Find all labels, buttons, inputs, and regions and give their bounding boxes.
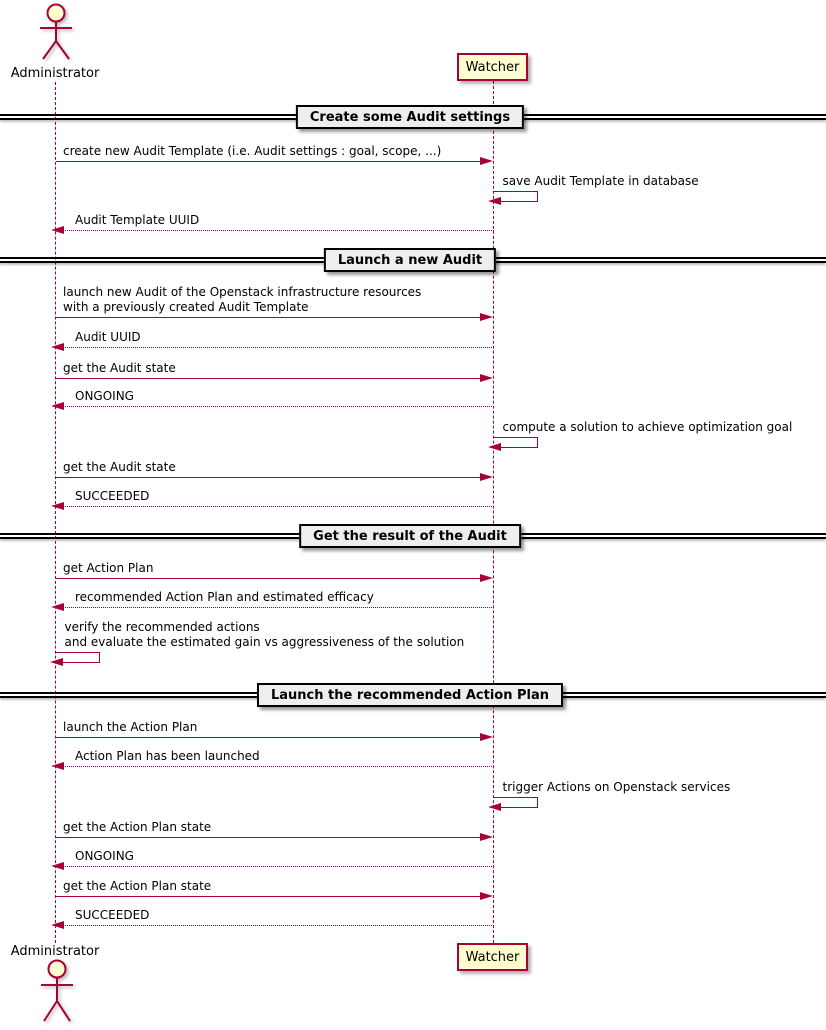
self-message-label-line: compute a solution to achieve optimization goal xyxy=(502,420,793,434)
message-label xyxy=(75,213,199,228)
message-label xyxy=(63,460,176,475)
message-label-line: launch new Audit of the Openstack infrastructure resources xyxy=(63,285,422,299)
arrowhead-icon xyxy=(488,197,501,205)
arrowhead-icon xyxy=(480,157,493,165)
section-divider-title: Create some Audit settings xyxy=(296,105,524,129)
message-label xyxy=(75,489,149,504)
message-arrow-line xyxy=(61,230,494,231)
message-label xyxy=(63,144,441,159)
message-label xyxy=(75,849,134,864)
message-label xyxy=(63,285,421,315)
participant-watcher-top xyxy=(457,53,528,81)
arrowhead-icon xyxy=(480,892,493,900)
self-message-label xyxy=(503,174,699,189)
arrowhead-icon xyxy=(480,733,493,741)
section-divider-title: Launch a new Audit xyxy=(324,248,496,272)
participant-watcher-bottom xyxy=(457,943,528,971)
arrowhead-icon xyxy=(480,313,493,321)
arrowhead-icon xyxy=(480,833,493,841)
arrowhead-icon xyxy=(51,226,64,234)
message-label xyxy=(63,561,153,576)
self-message-label xyxy=(503,420,793,435)
message-arrow-line xyxy=(61,766,494,767)
arrowhead-icon xyxy=(480,374,493,382)
administrator-label-top: Administrator xyxy=(10,66,100,81)
message-arrow-line xyxy=(61,607,494,608)
message-label-line: Audit UUID xyxy=(75,330,141,344)
message-label-line: create new Audit Template (i.e. Audit settings : goal, scope, ...) xyxy=(63,144,442,158)
message-arrow-line xyxy=(56,477,482,478)
message-label xyxy=(75,330,141,345)
message-label xyxy=(63,361,176,376)
watcher-label-top: Watcher xyxy=(465,59,520,75)
arrowhead-icon xyxy=(488,803,501,811)
administrator-actor-icon-bottom xyxy=(31,957,83,1027)
message-arrow-line xyxy=(56,837,482,838)
message-label xyxy=(75,908,149,923)
message-label-line: get the Action Plan state xyxy=(63,820,212,834)
self-message-label-line: and evaluate the estimated gain vs aggressiveness of the solution xyxy=(64,635,465,649)
message-label-line: get the Audit state xyxy=(63,361,176,375)
arrowhead-icon xyxy=(51,502,64,510)
message-label xyxy=(75,749,260,764)
arrowhead-icon xyxy=(488,443,501,451)
message-arrow-line xyxy=(56,737,482,738)
message-label-line: with a previously created Audit Template xyxy=(63,300,309,314)
message-label xyxy=(75,590,374,605)
message-arrow-line xyxy=(61,506,494,507)
arrowhead-icon xyxy=(51,762,64,770)
message-label-line: SUCCEEDED xyxy=(75,908,150,922)
self-message-label xyxy=(503,780,731,795)
administrator-actor-icon xyxy=(30,2,82,64)
message-arrow-line xyxy=(56,317,482,318)
message-label xyxy=(63,820,211,835)
section-divider-title: Launch the recommended Action Plan xyxy=(257,683,563,707)
arrowhead-icon xyxy=(51,402,64,410)
self-message-label-line: trigger Actions on Openstack services xyxy=(502,780,731,794)
message-label-line: launch the Action Plan xyxy=(63,720,198,734)
arrowhead-icon xyxy=(50,658,63,666)
arrowhead-icon xyxy=(480,574,493,582)
message-label-line: Audit Template UUID xyxy=(75,213,200,227)
arrowhead-icon xyxy=(51,921,64,929)
message-label-line: Action Plan has been launched xyxy=(75,749,260,763)
message-label xyxy=(63,879,211,894)
message-label-line: get Action Plan xyxy=(63,561,154,575)
message-label xyxy=(63,720,197,735)
message-arrow-line xyxy=(56,378,482,379)
self-message-label-line: save Audit Template in database xyxy=(502,174,699,188)
message-arrow-line xyxy=(61,406,494,407)
section-divider-title: Get the result of the Audit xyxy=(299,524,521,548)
administrator-label-bottom: Administrator xyxy=(10,944,100,959)
arrowhead-icon xyxy=(51,343,64,351)
message-label-line: SUCCEEDED xyxy=(75,489,150,503)
lifeline-administrator xyxy=(55,82,56,943)
message-label xyxy=(75,389,134,404)
arrowhead-icon xyxy=(51,862,64,870)
message-arrow-line xyxy=(56,896,482,897)
message-label-line: recommended Action Plan and estimated efficacy xyxy=(75,590,374,604)
arrowhead-icon xyxy=(480,473,493,481)
self-message-label xyxy=(65,620,465,650)
message-arrow-line xyxy=(61,925,494,926)
watcher-label-bottom: Watcher xyxy=(465,949,520,965)
self-message-label-line: verify the recommended actions xyxy=(64,620,260,634)
message-arrow-line xyxy=(56,578,482,579)
message-label-line: get the Action Plan state xyxy=(63,879,212,893)
lifeline-watcher xyxy=(493,81,494,943)
message-arrow-line xyxy=(61,347,494,348)
message-arrow-line xyxy=(61,866,494,867)
message-label-line: ONGOING xyxy=(75,389,134,403)
message-label-line: get the Audit state xyxy=(63,460,176,474)
arrowhead-icon xyxy=(51,603,64,611)
message-arrow-line xyxy=(56,161,482,162)
message-label-line: ONGOING xyxy=(75,849,134,863)
